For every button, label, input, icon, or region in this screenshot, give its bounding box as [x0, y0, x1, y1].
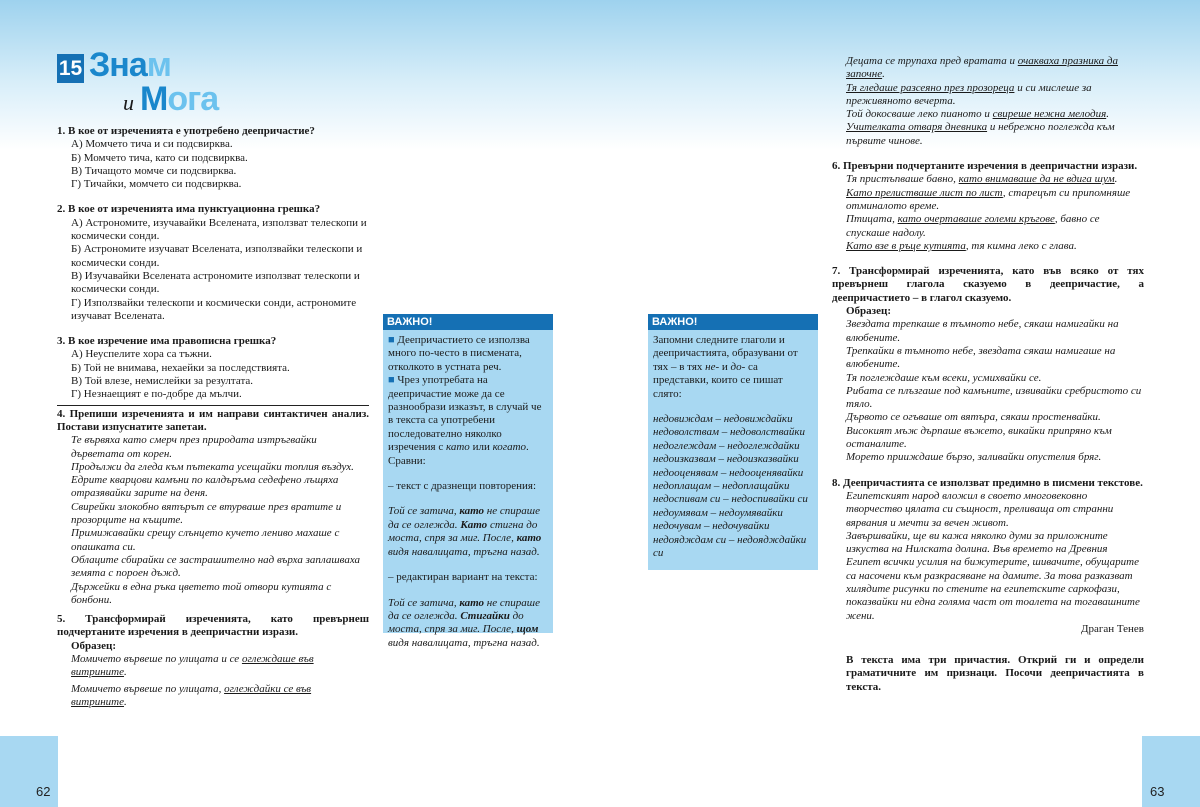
box-paragraph: – текст с дразнещи повторения:	[388, 480, 537, 493]
question-5: 5. Трансформирай изреченията, като превърнеш подчертаните изречения в деепричастни изрази.	[57, 613, 369, 639]
sentence: Те вървяха като смерч през природата изтръгвайки дърветата от корен.	[71, 434, 317, 460]
answer-3c: В) Той влезе, немислейки за резултата.	[71, 375, 254, 388]
question-8: 8. Деепричастията се използват предимно в писмени текстове.	[832, 476, 1143, 489]
answer-3b: Б) Той не внимава, нехаейки за последствията.	[71, 361, 290, 374]
logo-word-moga: и Мога	[123, 80, 219, 118]
box-paragraph: – редактиран вариант на текста:	[388, 571, 538, 584]
sentence: Тя поглеждаше към всеки, усмихвайки се.	[846, 371, 1042, 384]
sentence: Като взе в ръце кутията, тя кимна леко с глава.	[846, 239, 1077, 252]
answer-2c: В) Изучавайки Вселената астрономите използват телескопи и космически сонди.	[71, 269, 360, 296]
verb-pair: недоядждам си – недоядждайки си	[653, 533, 807, 560]
verb-pair: недоплащам – недоплащайки	[653, 480, 790, 493]
sample-label: Образец:	[71, 639, 116, 652]
verb-pair: недочувам – недочувайки	[653, 520, 770, 533]
divider	[57, 405, 369, 406]
box-title: ВАЖНО!	[383, 314, 553, 330]
sample-sentence: Момичето вървеше по улицата, оглеждайки се във витрините.	[71, 682, 312, 708]
important-box-1	[383, 314, 553, 649]
sentence: Звездата трепкаше в тъмното небе, сякаш намигайки на влюбените.	[846, 318, 1119, 344]
verb-pair: недоволствам – недоволствайки	[653, 426, 806, 439]
answer-3a: А) Неуспелите хора са тъжни.	[71, 348, 212, 361]
sentence: Тя гледаше разсеяно през прозореца и си мислеше за преживяното вечерта.	[846, 81, 1092, 107]
verb-pair: недоглеждам – недоглеждайки	[653, 439, 800, 452]
sentence: Като прелистваше лист по лист, старецът си припомняше отминалото време.	[846, 186, 1131, 212]
answer-1b: Б) Момчето тича, като си подсвирква.	[71, 151, 248, 164]
answer-1a: А) Момчето тича и си подсвирква.	[71, 138, 233, 151]
left-column	[57, 125, 369, 709]
sentence: Примижавайки срещу слънцето кучето лениво махаше с опашката си.	[71, 527, 340, 553]
answer-1d: Г) Тичайки, момчето си подсвирква.	[71, 178, 242, 191]
sentence: Той докосваше леко пианото и свиреше нежна мелодия.	[846, 108, 1109, 121]
answer-2a: А) Астрономите, изучавайки Вселената, използват телескопи и космически сонди.	[71, 216, 367, 243]
answer-3d: Г) Незнаещият е по-добре да мълчи.	[71, 388, 242, 401]
box-paragraph: ■ Чрез употребата на деепричастие може да се разнообрази изказът, в случай че в текста са употребени последователно няколко изречения с като или когато. Сравни:	[388, 374, 542, 467]
sentence: Птицата, като очертаваше големи кръгове, бавно се спускаше надолу.	[846, 213, 1100, 239]
quoted-text: Завършвайки, ще ви кажа няколко думи за приложните изкуства на Нилската долина. Във времето на Древния Египет всички усилия на бижутерите, шивачите, обущарите са насочени към разкрасяване на дамите. За това разказват хилядите рисунки по стените на египетските саркофази, показвайки ни една голяма част от тоалета на тогавашните жени.	[846, 529, 1140, 622]
question-6: 6. Превърни подчертаните изречения в деепричастни изрази.	[832, 160, 1138, 173]
sentence: Тя пристъпваше бавно, като внимаваше да не вдига шум.	[846, 173, 1118, 186]
verb-pair: недоизказвам – недоизказвайки	[653, 453, 799, 466]
sentence: Трепкайки в тъмното небе, звездата сякаш намигаше на влюбените.	[846, 344, 1116, 371]
section-logo	[57, 46, 237, 118]
box-title: ВАЖНО!	[648, 314, 818, 330]
sentence: Едрите кварцови камъни по калдъръма седефено лъщяха отразявайки зарите на деня.	[71, 474, 339, 500]
quoted-text: Египетският народ вложил в своето многовековно творчество цялата си същност, преливаща от странни вярвания и мечти за вечен живот.	[846, 489, 1114, 529]
sentence: Високият мъж дърпаше въжето, викайки припряно към останалите.	[846, 424, 1112, 451]
lesson-number-badge: 15	[57, 54, 84, 83]
page-number-right: 63	[1150, 784, 1165, 799]
sentence: Дървото се огъваше от вятъра, сякаш простенвайки.	[846, 411, 1101, 424]
box-paragraph: ■ Деепричастието се използва много по-често в писмената, отколкото в устната реч.	[388, 334, 530, 373]
sentence: Държейки в една ръка цветето той отвори кутията с бонбони.	[71, 580, 332, 606]
final-task: В текста има три причастия. Открий ги и определи граматичните им признаци. Посочи деепричастията в текста.	[846, 654, 1144, 693]
sentence: Рибата се плъзгаше под камъните, извивайки сребристото си тяло.	[846, 384, 1142, 411]
important-box-2	[648, 314, 818, 570]
verb-pair: недоспивам си – недоспивайки си	[653, 493, 808, 506]
sentence: Свирейки злокобно вятърът се втурваше през вратите и прозорците на къщите.	[71, 500, 342, 527]
square-bullet-icon: ■	[388, 334, 395, 346]
right-column	[832, 55, 1144, 694]
logo-word-znam: Знам	[89, 46, 171, 84]
question-7: 7. Трансформирай изреченията, като във всяко от тях превърнеш глагола сказуемо в деепричастие, а деепричастието – в глагол сказуемо.	[832, 265, 1144, 304]
sentence: Продължи да гледа към пътеката усещайки топлия въздух.	[71, 460, 354, 473]
square-bullet-icon: ■	[388, 374, 395, 387]
sentence: Облаците сбирайки се застрашително над върха заплашваха земята с пороен дъжд.	[71, 553, 361, 580]
verb-pair: недоумявам – недоумявайки	[653, 506, 783, 519]
sentence: Морето прииждаше бързо, заливайки опустелия бряг.	[846, 451, 1102, 464]
answer-2d: Г) Използвайки телескопи и космически сонди, астрономите изучават Вселената.	[71, 296, 357, 322]
answer-2b: Б) Астрономите изучават Вселената, използвайки телескопи и космически сонди.	[71, 243, 363, 269]
question-2: 2. В кое от изреченията има пунктуационна грешка?	[57, 203, 321, 216]
text-author: Драган Тенев	[1080, 622, 1144, 635]
page-number-left: 62	[36, 784, 51, 799]
sample-label: Образец:	[846, 305, 891, 318]
verb-pair: недовиждам – недовиждайки	[653, 413, 793, 426]
sentence: Децата се трупаха пред вратата и очакваха празника да започне.	[846, 55, 1118, 81]
answer-1c: В) Тичащото момче си подсвирква.	[71, 164, 237, 177]
box-paragraph: Запомни следните глаголи и деепричастията, образувани от тях – в тях не- и до- са представки, които се пишат слято:	[653, 334, 798, 400]
verb-pair: недооценявам – недооценявайки	[653, 466, 804, 479]
box-example: Той се затича, като не спираше да се оглежда. Като стигна до моста, спря за миг. После, като видя навалицата, тръгна назад.	[388, 505, 542, 558]
question-3: 3. В кое изречение има правописна грешка?	[57, 335, 277, 348]
sample-sentence: Момичето вървеше по улицата и се оглеждаше във витрините.	[71, 652, 314, 679]
box-example: Той се затича, като не спираше да се оглежда. Стигайки до моста, спря за миг. После, щом видя навалицата, тръгна назад.	[388, 596, 540, 649]
sentence: Учителката отваря дневника и небрежно поглежда към първите чинове.	[846, 121, 1115, 147]
question-1: 1. В кое от изреченията е употребено деепричастие?	[57, 125, 315, 137]
question-4: 4. Препиши изреченията и им направи синтактичен анализ. Постави изпуснатите запетаи.	[57, 407, 369, 433]
